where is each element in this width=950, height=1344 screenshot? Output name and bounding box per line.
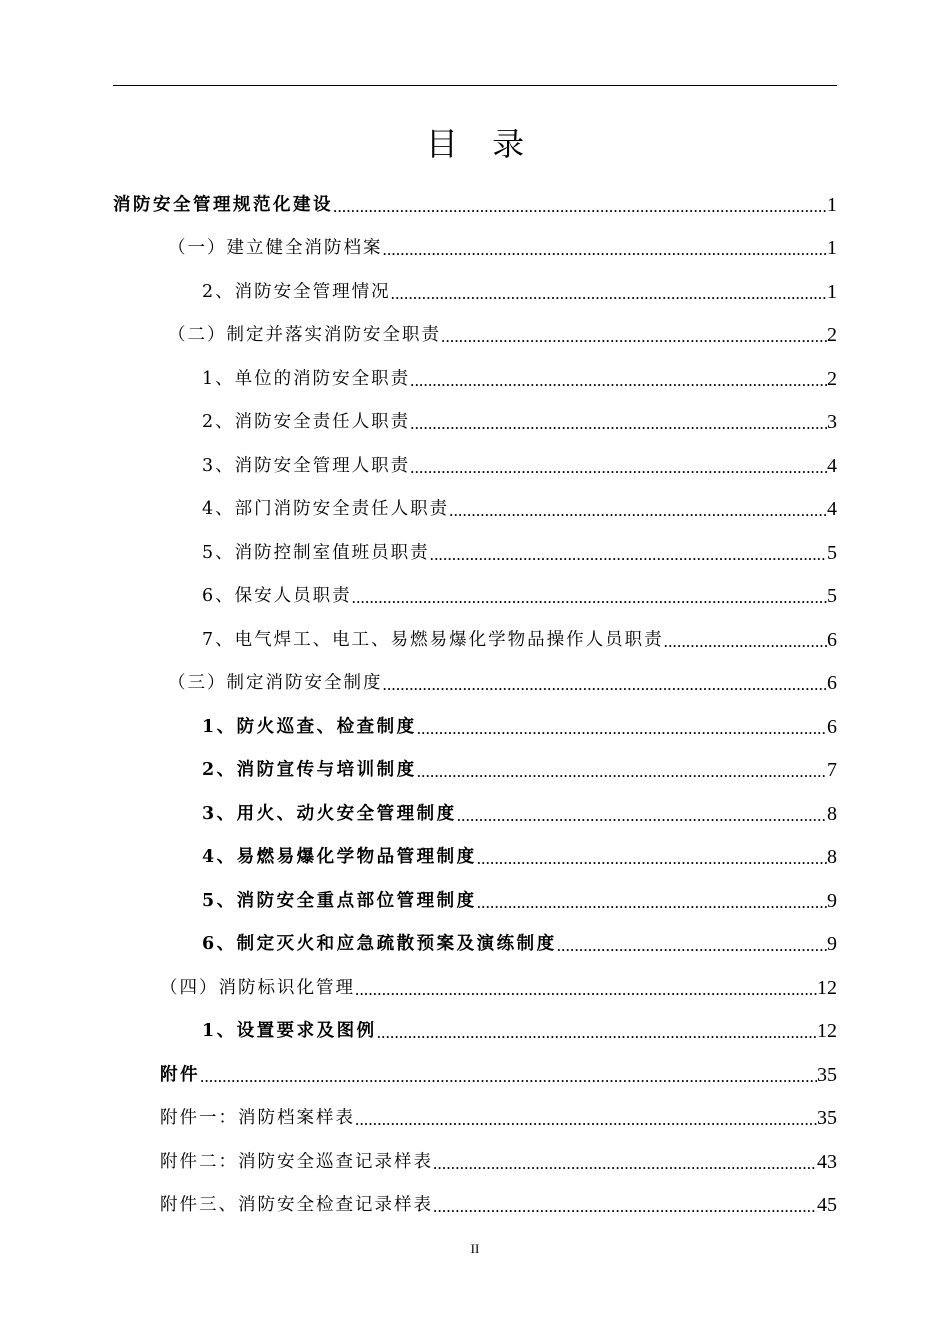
toc-entry-label: 2、消防安全管理情况 xyxy=(202,282,391,302)
toc-entry-page: 1 xyxy=(827,281,837,303)
toc-entry-page: 1 xyxy=(827,237,837,259)
header-rule xyxy=(113,85,837,86)
toc-entry-page: 4 xyxy=(827,455,837,477)
toc-entry[interactable] xyxy=(160,1146,837,1174)
toc-entry[interactable] xyxy=(160,1102,837,1130)
toc-entry[interactable] xyxy=(168,319,837,347)
toc-entry-label: 5、消防安全重点部位管理制度 xyxy=(202,891,477,911)
toc-entry[interactable] xyxy=(202,711,837,739)
toc-leader-dots xyxy=(430,543,827,565)
toc-entry-label: 3、用火、动火安全管理制度 xyxy=(202,804,457,824)
toc-entry-label: 4、易燃易爆化学物品管理制度 xyxy=(202,847,477,867)
toc-entry[interactable] xyxy=(160,1059,837,1087)
toc-entry[interactable] xyxy=(202,798,837,826)
toc-entry-page: 45 xyxy=(817,1194,837,1216)
toc-entry-page: 9 xyxy=(827,933,837,955)
toc-leader-dots xyxy=(433,1152,817,1174)
toc-entry-label: 附件三、消防安全检查记录样表 xyxy=(160,1195,433,1215)
toc-leader-dots xyxy=(477,891,827,913)
toc-entry[interactable] xyxy=(202,885,837,913)
toc-entry-label: 3、消防安全管理人职责 xyxy=(202,456,411,476)
toc-entry-label: 7、电气焊工、电工、易燃易爆化学物品操作人员职责 xyxy=(202,630,664,650)
toc-leader-dots xyxy=(417,717,827,739)
toc-entry-label: 附件一：消防档案样表 xyxy=(160,1108,355,1128)
toc-entry-page: 8 xyxy=(827,846,837,868)
toc-leader-dots xyxy=(664,630,827,652)
toc-leader-dots xyxy=(377,1021,817,1043)
toc-entry-page: 8 xyxy=(827,803,837,825)
toc-leader-dots xyxy=(200,1065,817,1087)
toc-entry-page: 4 xyxy=(827,498,837,520)
toc-entry[interactable] xyxy=(113,189,837,217)
toc-entry-label: 1、单位的消防安全职责 xyxy=(202,369,411,389)
toc-entry-label: 4、部门消防安全责任人职责 xyxy=(202,499,450,519)
toc-entry-page: 6 xyxy=(827,672,837,694)
toc-entry-label: （二）制定并落实消防安全职责 xyxy=(168,325,441,345)
toc-entry[interactable] xyxy=(160,1189,837,1217)
toc-entry[interactable] xyxy=(202,624,837,652)
toc-leader-dots xyxy=(383,238,828,260)
toc-leader-dots xyxy=(417,760,827,782)
toc-leader-dots xyxy=(449,499,827,521)
toc-entry-label: 1、防火巡查、检查制度 xyxy=(202,717,417,737)
toc-entry[interactable] xyxy=(168,232,837,260)
toc-leader-dots xyxy=(355,978,817,1000)
toc-entry-page: 2 xyxy=(827,368,837,390)
toc-leader-dots xyxy=(433,1195,817,1217)
toc-entry-label: （四）消防标识化管理 xyxy=(160,978,355,998)
toc-entry-page: 2 xyxy=(827,324,837,346)
toc-leader-dots xyxy=(457,804,827,826)
toc-entry-page: 43 xyxy=(817,1151,837,1173)
toc-leader-dots xyxy=(383,673,828,695)
toc-entry[interactable] xyxy=(168,667,837,695)
toc-entry[interactable] xyxy=(202,406,837,434)
toc-entry-page: 12 xyxy=(817,977,837,999)
toc-entry-label: （一）建立健全消防档案 xyxy=(168,238,383,258)
toc-leader-dots xyxy=(410,412,827,434)
toc-leader-dots xyxy=(391,282,827,304)
toc-entry[interactable] xyxy=(202,276,837,304)
toc-entry-label: 5、消防控制室值班员职责 xyxy=(202,543,430,563)
toc-leader-dots xyxy=(352,586,827,608)
toc-entry-page: 3 xyxy=(827,411,837,433)
toc-entry[interactable] xyxy=(202,363,837,391)
page-number: II xyxy=(470,1241,480,1256)
toc-entry-page: 5 xyxy=(827,542,837,564)
toc-entry-label: 2、消防安全责任人职责 xyxy=(202,412,411,432)
toc-entry-page: 5 xyxy=(827,585,837,607)
toc-entry-label: 附件二：消防安全巡查记录样表 xyxy=(160,1152,433,1172)
toc-entry-label: （三）制定消防安全制度 xyxy=(168,673,383,693)
toc-entry-page: 6 xyxy=(827,716,837,738)
toc-entry-page: 9 xyxy=(827,890,837,912)
toc-entry[interactable] xyxy=(202,537,837,565)
toc-leader-dots xyxy=(333,195,827,217)
toc-entry-label: 1、设置要求及图例 xyxy=(202,1021,377,1041)
toc-entry[interactable] xyxy=(202,493,837,521)
toc-leader-dots xyxy=(410,369,827,391)
page-title: 目 录 xyxy=(425,125,537,163)
toc-entry-page: 12 xyxy=(817,1020,837,1042)
toc-entry-label: 消防安全管理规范化建设 xyxy=(113,195,333,215)
toc-leader-dots xyxy=(410,456,827,478)
toc-leader-dots xyxy=(355,1108,817,1130)
toc-entry[interactable] xyxy=(202,1015,837,1043)
toc-entry[interactable] xyxy=(202,928,837,956)
toc-entry-label: 6、制定灭火和应急疏散预案及演练制度 xyxy=(202,934,557,954)
toc-entry[interactable] xyxy=(202,754,837,782)
toc-leader-dots xyxy=(477,847,827,869)
toc-leader-dots xyxy=(441,325,827,347)
toc-entry-page: 6 xyxy=(827,629,837,651)
toc-entry[interactable] xyxy=(202,841,837,869)
toc-entry[interactable] xyxy=(202,450,837,478)
toc-entry-label: 附件 xyxy=(160,1065,200,1085)
toc-entry-page: 1 xyxy=(827,194,837,216)
toc-entry[interactable] xyxy=(202,580,837,608)
toc-entry-page: 7 xyxy=(827,759,837,781)
toc-leader-dots xyxy=(557,934,827,956)
toc-entry-page: 35 xyxy=(817,1107,837,1129)
toc-entry-label: 2、消防宣传与培训制度 xyxy=(202,760,417,780)
toc-entry-page: 35 xyxy=(817,1064,837,1086)
toc-entry-label: 6、保安人员职责 xyxy=(202,586,352,606)
toc-entry[interactable] xyxy=(160,972,837,1000)
